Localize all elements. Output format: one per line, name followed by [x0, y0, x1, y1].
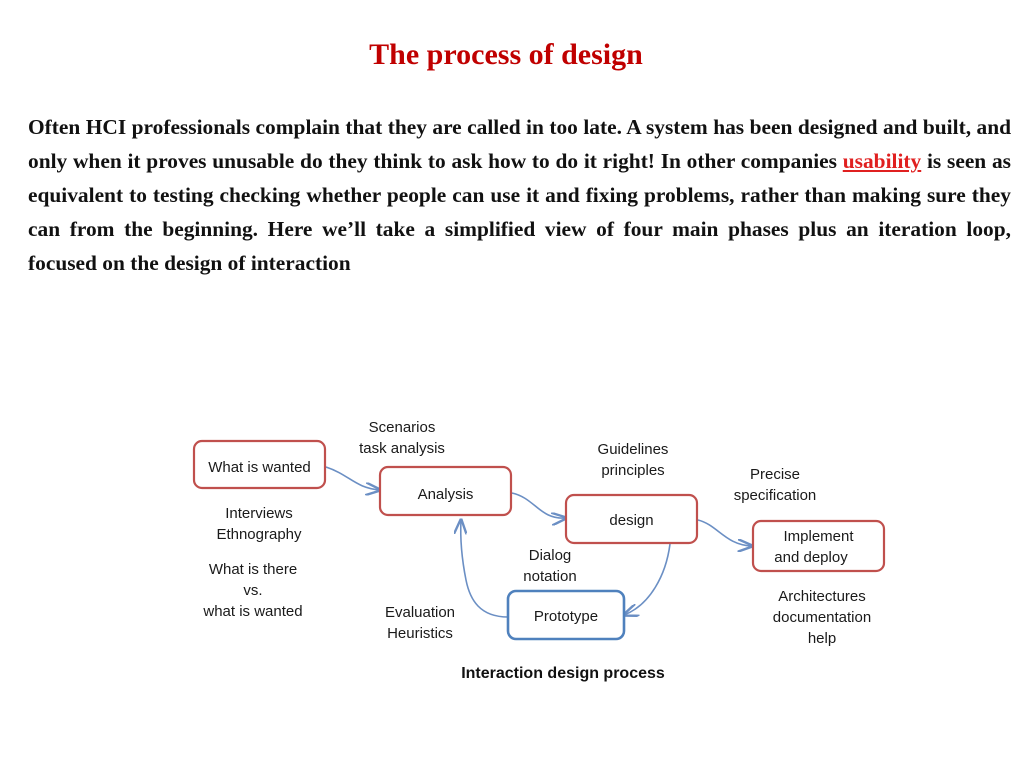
svg-text:Interviews: Interviews	[225, 505, 293, 522]
arrow-analysis-to-design	[512, 493, 566, 518]
box-analysis	[380, 467, 511, 515]
svg-text:Analysis: Analysis	[417, 486, 474, 503]
arrow-design-to-prototype	[624, 544, 670, 615]
paragraph-text-after: is seen as equivalent to testing checking whether people can use it and fixing problems, rather than making sure they can from the beginning. Here we’ll take a simplified view of four main phases plus an iteration loop, focused on the design of interaction	[28, 149, 1011, 275]
interaction-design-diagram	[0, 400, 1024, 700]
slide-title: The process of design	[369, 38, 643, 71]
svg-text:Implement: Implement	[783, 528, 854, 545]
arrow-design-to-implement	[698, 520, 752, 546]
svg-text:vs.: vs.	[243, 582, 263, 599]
svg-text:and deploy: and deploy	[774, 549, 848, 566]
svg-text:help: help	[807, 630, 837, 647]
note-precise-specification	[734, 466, 817, 504]
svg-text:Architectures: Architectures	[778, 588, 866, 605]
svg-text:specification: specification	[733, 487, 817, 504]
svg-text:Evaluation: Evaluation	[384, 604, 456, 621]
svg-text:notation: notation	[523, 568, 577, 585]
note-guidelines	[598, 441, 669, 479]
svg-text:documentation: documentation	[772, 609, 872, 626]
body-paragraph	[28, 110, 1011, 280]
usability-link[interactable]: usability	[842, 149, 922, 173]
arrow-wanted-to-analysis	[326, 467, 380, 490]
note-interviews	[216, 505, 302, 543]
svg-text:Precise: Precise	[749, 466, 801, 483]
box-prototype	[508, 591, 624, 639]
diagram-caption: Interaction design process	[461, 665, 665, 682]
box-design	[566, 495, 697, 543]
svg-text:Prototype: Prototype	[533, 608, 599, 625]
box-what-is-wanted	[194, 441, 325, 488]
note-scenarios	[359, 419, 445, 457]
svg-text:principles: principles	[601, 462, 665, 479]
svg-text:Dialog: Dialog	[528, 547, 572, 564]
note-evaluation	[385, 604, 455, 642]
paragraph-text-before: Often HCI professionals complain that they are called in too late. A system has been designed and built, and only when it proves unusable do they think to ask how to do it right! In other companies	[28, 115, 1011, 173]
svg-text:what is wanted: what is wanted	[203, 603, 303, 620]
svg-text:What is wanted: What is wanted	[208, 459, 311, 476]
note-what-is-there	[202, 561, 302, 620]
svg-text:Scenarios: Scenarios	[368, 419, 436, 436]
svg-text:Ethnography: Ethnography	[216, 526, 302, 543]
svg-text:Heuristics: Heuristics	[387, 625, 453, 642]
box-implement-and-deploy	[753, 521, 884, 571]
note-architectures	[773, 588, 871, 647]
arrow-prototype-to-analysis	[461, 520, 508, 617]
svg-text:task analysis: task analysis	[359, 440, 445, 457]
svg-text:design: design	[609, 512, 654, 529]
svg-text:What is there: What is there	[208, 561, 298, 578]
note-dialog-notation	[523, 547, 576, 585]
svg-text:Guidelines: Guidelines	[597, 441, 669, 458]
